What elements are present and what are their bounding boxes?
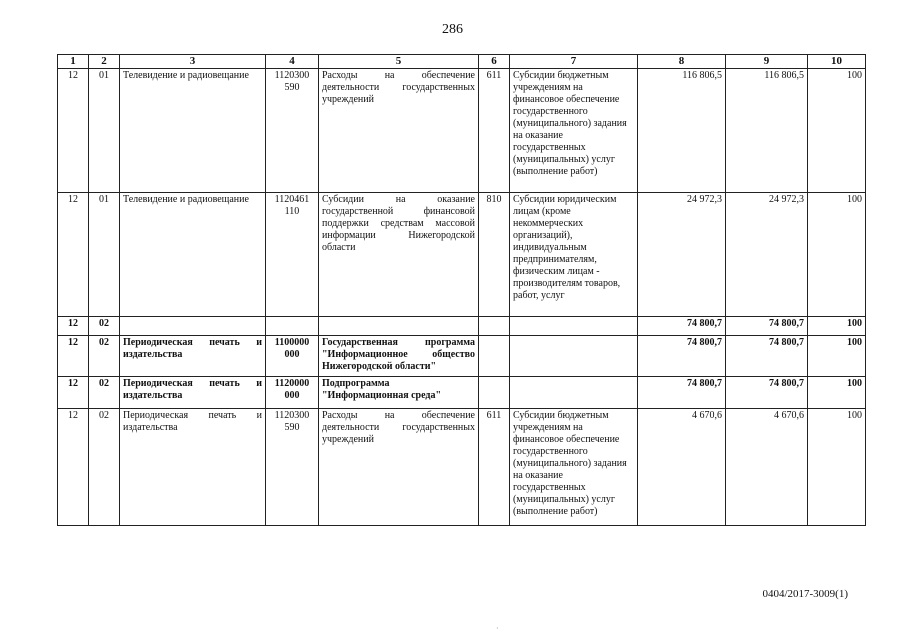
cell-percent: 100	[808, 336, 866, 377]
cell-section: 12	[58, 409, 89, 526]
cell-percent: 100	[808, 69, 866, 193]
cell-planned-amount: 24 972,3	[638, 193, 726, 317]
cell-expense-type	[479, 377, 510, 409]
cell-actual-amount: 74 800,7	[726, 336, 808, 377]
header-col-1: 1	[58, 55, 89, 69]
cell-section: 12	[58, 377, 89, 409]
cell-subsection: 02	[89, 377, 120, 409]
cell-section-name: Периодическая печать и издательства	[120, 336, 266, 377]
header-col-2: 2	[89, 55, 120, 69]
cell-target-name: Расходы на обеспечение деятельности государственных учреждений	[319, 69, 479, 193]
cell-planned-amount: 74 800,7	[638, 336, 726, 377]
table-body	[58, 69, 866, 526]
cell-planned-amount: 116 806,5	[638, 69, 726, 193]
cell-target-code: 1120461 110	[266, 193, 319, 317]
cell-actual-amount: 74 800,7	[726, 377, 808, 409]
table-row	[58, 193, 866, 317]
cell-target-name	[319, 317, 479, 336]
header-col-7: 7	[510, 55, 638, 69]
document-code: 0404/2017-3009(1)	[762, 588, 848, 600]
margin-mark: ·	[496, 624, 499, 633]
cell-planned-amount: 74 800,7	[638, 317, 726, 336]
cell-target-code: 1100000 000	[266, 336, 319, 377]
cell-target-name: Субсидии на оказание государственной финансовой поддержки средствам массовой информации Нижегородской области	[319, 193, 479, 317]
cell-target-code: 1120300 590	[266, 69, 319, 193]
cell-percent: 100	[808, 317, 866, 336]
header-col-4: 4	[266, 55, 319, 69]
cell-expense-name: Субсидии юридическим лицам (кроме некоммерческих организаций), индивидуальным предпринимателям, физическим лицам - производителям товаров, работ, услуг	[510, 193, 638, 317]
cell-section-name: Периодическая печать и издательства	[120, 409, 266, 526]
cell-section-name: Периодическая печать и издательства	[120, 377, 266, 409]
table-row	[58, 336, 866, 377]
cell-percent: 100	[808, 409, 866, 526]
cell-planned-amount: 4 670,6	[638, 409, 726, 526]
cell-percent: 100	[808, 377, 866, 409]
cell-expense-name: Субсидии бюджетным учреждениям на финансовое обеспечение государственного (муниципального) задания на оказание государственных (муниципальных) услуг (выполнение работ)	[510, 409, 638, 526]
cell-subsection: 01	[89, 193, 120, 317]
cell-section: 12	[58, 69, 89, 193]
cell-expense-type: 611	[479, 409, 510, 526]
cell-section: 12	[58, 317, 89, 336]
cell-expense-type: 810	[479, 193, 510, 317]
table-row	[58, 69, 866, 193]
cell-subsection: 02	[89, 317, 120, 336]
cell-expense-type	[479, 336, 510, 377]
cell-expense-name	[510, 336, 638, 377]
table-row	[58, 317, 866, 336]
cell-target-name: Расходы на обеспечение деятельности государственных учреждений	[319, 409, 479, 526]
cell-expense-name	[510, 317, 638, 336]
cell-target-code: 1120300 590	[266, 409, 319, 526]
cell-subsection: 02	[89, 409, 120, 526]
cell-actual-amount: 24 972,3	[726, 193, 808, 317]
cell-percent: 100	[808, 193, 866, 317]
cell-actual-amount: 74 800,7	[726, 317, 808, 336]
cell-actual-amount: 116 806,5	[726, 69, 808, 193]
cell-actual-amount: 4 670,6	[726, 409, 808, 526]
header-col-8: 8	[638, 55, 726, 69]
page-number: 286	[442, 22, 463, 37]
cell-section-name: Телевидение и радиовещание	[120, 193, 266, 317]
header-col-10: 10	[808, 55, 866, 69]
header-col-6: 6	[479, 55, 510, 69]
table-row	[58, 409, 866, 526]
cell-target-code	[266, 317, 319, 336]
cell-planned-amount: 74 800,7	[638, 377, 726, 409]
table-row	[58, 377, 866, 409]
cell-expense-name	[510, 377, 638, 409]
cell-target-name: Государственная программа "Информационное общество Нижегородской области"	[319, 336, 479, 377]
cell-subsection: 02	[89, 336, 120, 377]
table-header-row	[58, 55, 866, 69]
cell-target-name: Подпрограмма "Информационная среда"	[319, 377, 479, 409]
cell-expense-type	[479, 317, 510, 336]
cell-expense-type: 611	[479, 69, 510, 193]
cell-section: 12	[58, 336, 89, 377]
header-col-9: 9	[726, 55, 808, 69]
cell-subsection: 01	[89, 69, 120, 193]
header-col-3: 3	[120, 55, 266, 69]
cell-target-code: 1120000 000	[266, 377, 319, 409]
cell-expense-name: Субсидии бюджетным учреждениям на финансовое обеспечение государственного (муниципального) задания на оказание государственных (муниципальных) услуг (выполнение работ)	[510, 69, 638, 193]
cell-section-name	[120, 317, 266, 336]
cell-section: 12	[58, 193, 89, 317]
header-col-5: 5	[319, 55, 479, 69]
cell-section-name: Телевидение и радиовещание	[120, 69, 266, 193]
budget-table	[57, 54, 866, 526]
